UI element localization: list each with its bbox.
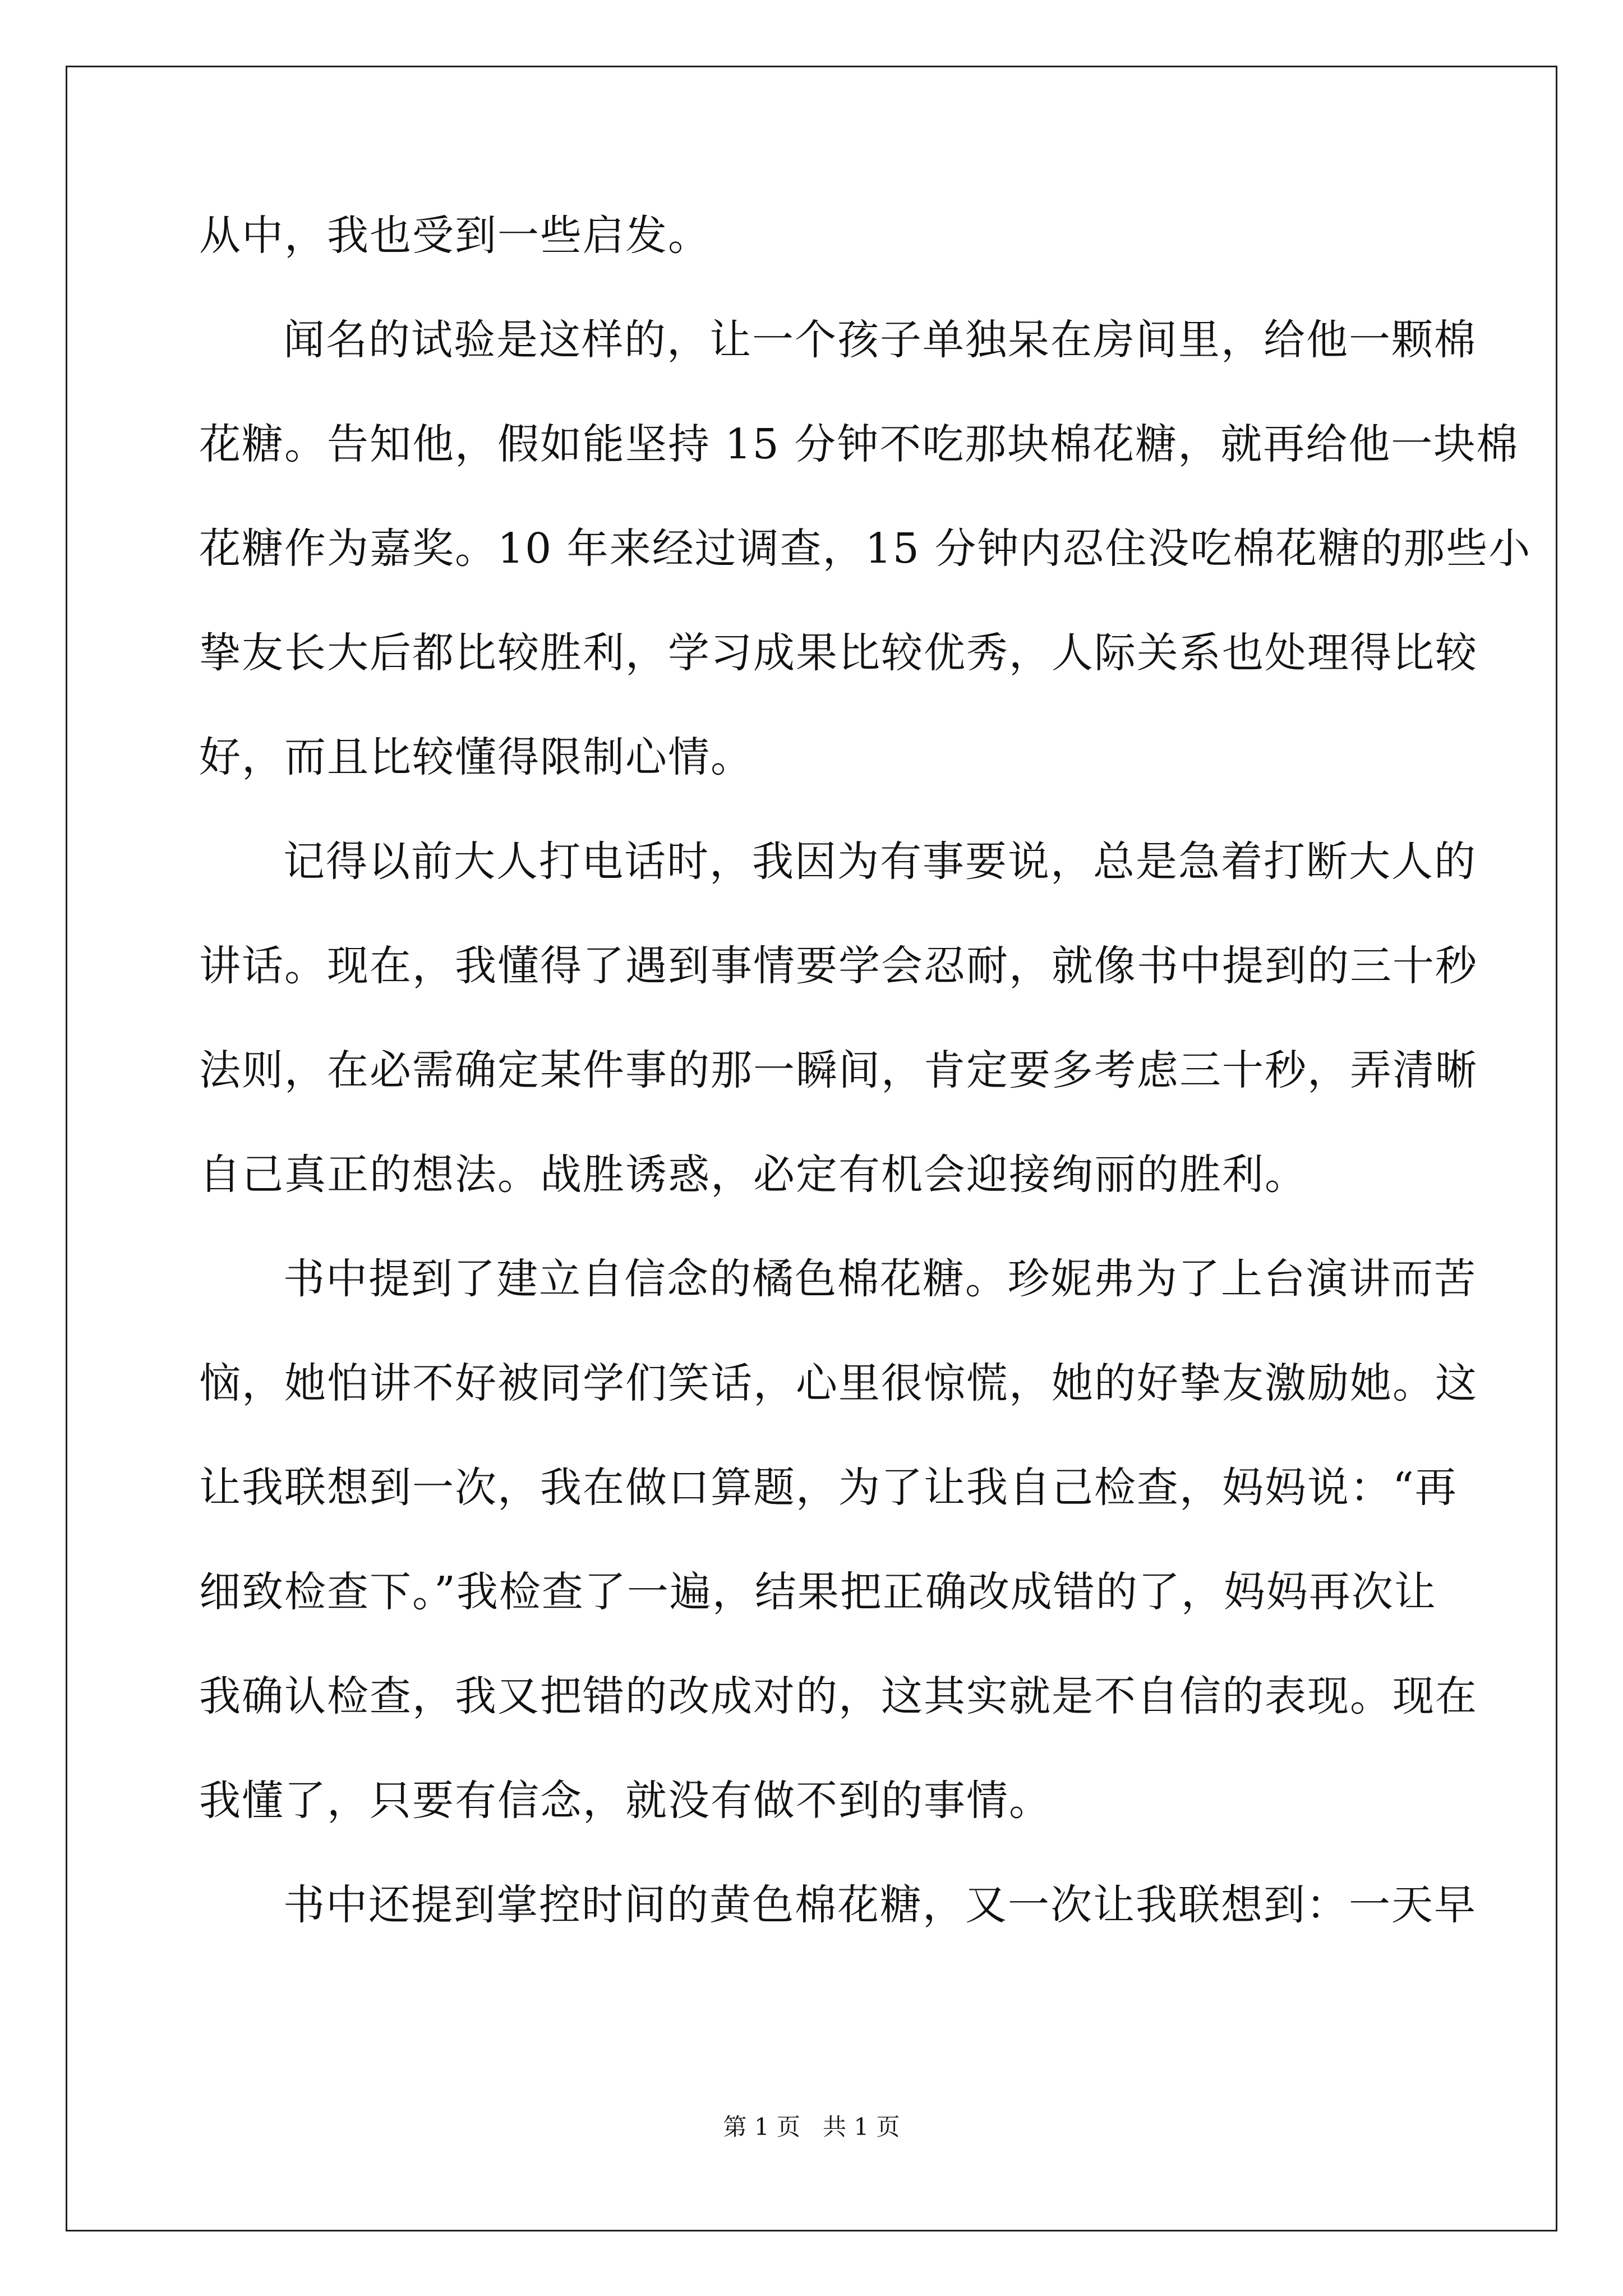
text-line: 恼，她怕讲不好被同学们笑话，心里很惊慌，她的好挚友激励她。这	[199, 1359, 1478, 1407]
text-line: 自己真正的想法。战胜诱惑，必定有机会迎接绚丽的胜利。	[199, 1151, 1307, 1199]
text-line: 从中，我也受到一些启发。	[199, 211, 711, 260]
text-line: 好，而且比较懂得限制心情。	[199, 733, 753, 781]
text-line: 我确认检查，我又把错的改成对的，这其实就是不自信的表现。现在	[199, 1672, 1478, 1720]
text-line: 书中还提到掌控时间的黄色棉花糖，又一次让我联想到：一天早	[283, 1881, 1477, 1929]
text-line: 闻名的试验是这样的，让一个孩子单独呆在房间里，给他一颗棉	[283, 316, 1477, 364]
text-line: 法则，在必需确定某件事的那一瞬间，肯定要多考虑三十秒，弄清晰	[199, 1046, 1478, 1094]
page-footer: 第 1 页 共 1 页	[723, 2113, 900, 2141]
text-line: 讲话。现在，我懂得了遇到事情要学会忍耐，就像书中提到的三十秒	[199, 942, 1478, 990]
text-line: 记得以前大人打电话时，我因为有事要说，总是急着打断大人的	[283, 838, 1477, 886]
text-line: 花糖。告知他，假如能坚持 15 分钟不吃那块棉花糖，就再给他一块棉	[199, 420, 1519, 468]
text-line: 我懂了，只要有信念，就没有做不到的事情。	[199, 1777, 1052, 1825]
text-line: 花糖作为嘉奖。10 年来经过调查，15 分钟内忍住没吃棉花糖的那些小	[199, 524, 1532, 573]
text-line: 挚友长大后都比较胜利，学习成果比较优秀，人际关系也处理得比较	[199, 629, 1478, 677]
text-line: 让我联想到一次，我在做口算题，为了让我自己检查，妈妈说：“再	[199, 1464, 1458, 1512]
text-line: 细致检查下。”我检查了一遍，结果把正确改成错的了，妈妈再次让	[199, 1568, 1437, 1616]
text-line: 书中提到了建立自信念的橘色棉花糖。珍妮弗为了上台演讲而苦	[283, 1255, 1477, 1303]
